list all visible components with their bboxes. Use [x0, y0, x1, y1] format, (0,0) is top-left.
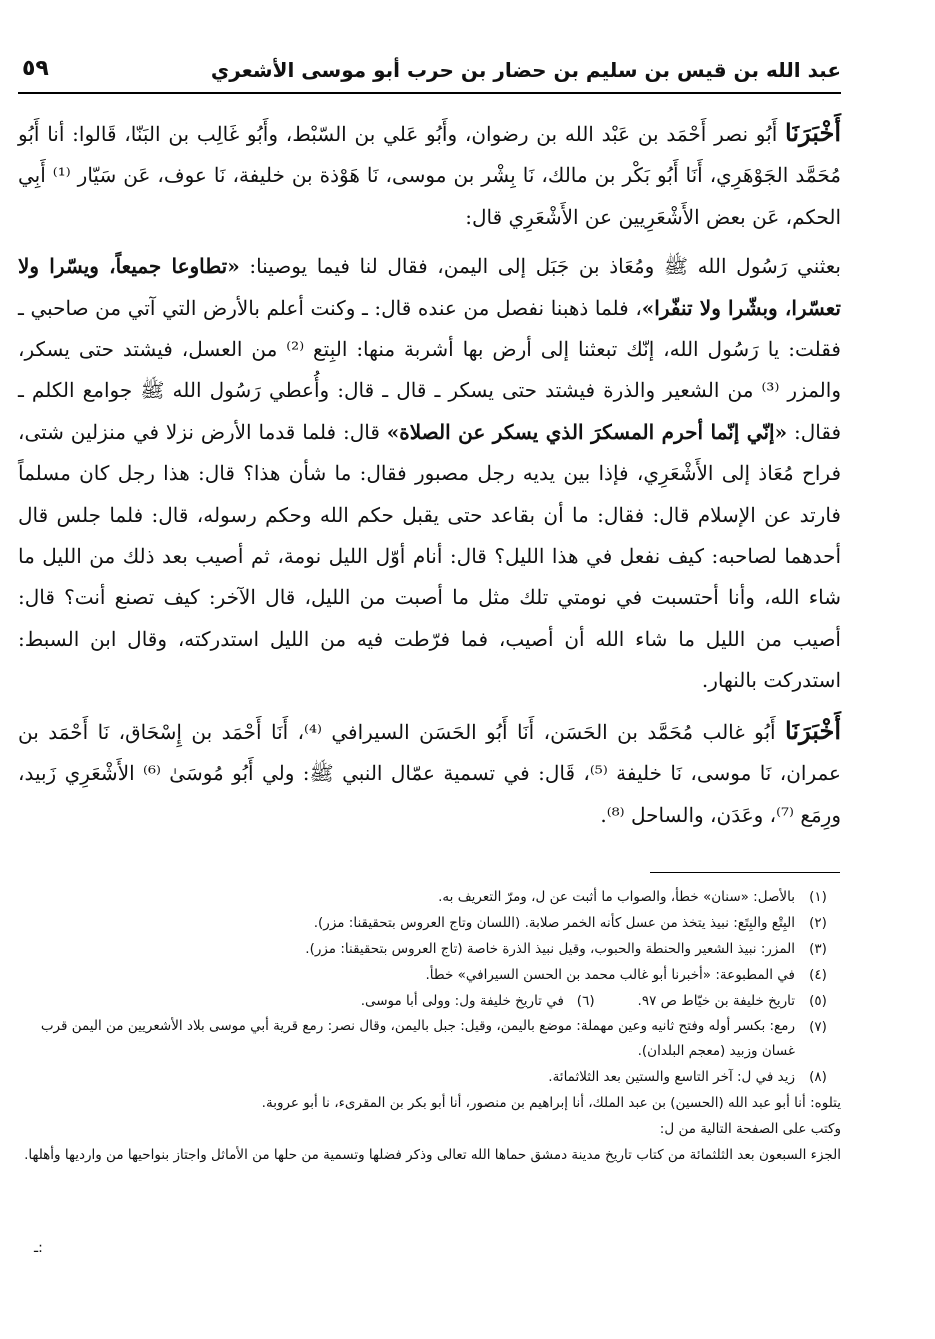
paragraph-3	[18, 710, 841, 836]
running-title: عبد الله بن قيس بن سليم بن حضار بن حرب أبو موسى الأشعري	[210, 58, 841, 82]
paragraph-2	[18, 246, 841, 701]
running-header	[18, 52, 841, 94]
footnote	[18, 962, 841, 988]
main-text	[18, 112, 841, 836]
footnote-text: البِتْع والبِتَع: نبيذ يتخذ من عسل كأنه الخمر صلابة. (اللسان وتاج العروس بتحقيقنا: مزر).	[313, 915, 795, 931]
footnote-number: (٢)	[809, 915, 827, 931]
colophon-line: الجزء السبعون بعد الثلثمائة من كتاب تاريخ مدينة دمشق حماها الله تعالى وذكر فضلها وتسمية من حلها من الأماثل واجتاز بنواحيها من وارديها وأهلها.	[24, 1147, 841, 1163]
footnote	[18, 988, 841, 1014]
colophon-line: وكتب على الصفحة التالية من ل:	[659, 1121, 841, 1137]
footnote	[18, 936, 841, 962]
footnote-text: تاريخ خليفة بن خيّاط ص ٩٧. (٦) في تاريخ خليفة ول: وولى أبا موسى.	[360, 993, 795, 1009]
colophon-line: يتلوه: أنا أبو عبد الله (الحسين) بن عبد الملك، أنا إبراهيم بن منصور، أنا أبو بكر بن المقرىء، نا أبو عروبة.	[261, 1095, 841, 1111]
footnote-number: (٧)	[809, 1019, 827, 1035]
footnote-number: (١)	[809, 889, 827, 905]
footnote	[18, 1014, 841, 1064]
hadith-quote: «إنّي إنّما أحرم المسكرَ الذي يسكر عن الصلاة»	[386, 419, 788, 444]
footnote-separator	[650, 872, 840, 873]
page-number: ٥٩	[22, 56, 49, 81]
hadith-quote: «تطاوعا جميعاً، ويسّرا ولا تعسّرا، وبشّرا ولا تنفّرا»	[18, 254, 841, 320]
paragraph-text: أَبُو نصر أَحْمَد بن عَبْد الله بن رضوان، وأَبُو عَلي بن السّبْط، وأَبُو غَالِب بن البَنّا، قَالوا: أنا أَبُو مُحَمَّد الجَوْهَرِي، أَنَا أَبُو بَكْر بن مالك، نَا بِشْر بن موسى، نَا هَوْذة بن خليفة، نَا عوف، عَن سَيّار ⁽¹⁾ أَبِي الحكم، عَن بعض الأَشْعَرِيين عن الأَشْعَرِي قال:	[18, 122, 841, 229]
corner-mark: ـ:	[34, 1240, 43, 1256]
paragraph-text: ، فلما ذهبنا نفصل من عنده قال: ـ وكنت أعلم بالأرض التي آتي من صاحبي ـ فقلت: يا رَسُول الله، إنّك تبعثنا إلى أرض بها أشربة منها: البِتع ⁽²⁾ من العسل، فيشتد حتى يسكر، والمزر ⁽³⁾ من الشعير والذرة فيشتد حتى يسكر ـ قال ـ قال: وأُعطي رَسُول الله ﷺ جوامع الكلم ـ فقال:	[18, 295, 841, 444]
footnote-number: (٥)	[809, 993, 827, 1009]
footnote-text: بالأصل: «سنان» خطأ، والصواب ما أثبت عن ل، ومرّ التعريف به.	[438, 889, 795, 905]
paragraph-text: قال: فلما قدما الأرض نزلا في منزلين شتى، فراح مُعَاذ إلى الأَشْعَرِي، فإذا بين يديه رجل مصبور فقال: ما شأن هذا؟ قال: هذا رجل كان مسلماً فارتد عن الإسلام قال: فقال: ما أن بقاعد حتى يقبل حكم الله وحكم رسوله، قال: فلما جلس قال أحدهما لصاحبه: كيف نفعل في هذا الليل؟ قال: أنام أوّل الليل نومة، ثم أصيب بعد ذلك من الليل ما شاء الله، وأنا أحتسبت في نومتي تلك مثل ما أصبت من الليل، قال الآخر: كيف تصنع أنت؟ قال: أصيب من الليل ما شاء الله أن أصيب، فما فرّطت فيه من الليل استدركته، وقال ابن السبط: استدركت بالنهار.	[18, 419, 841, 693]
footnotes	[18, 884, 841, 1168]
colophon-note	[18, 1090, 841, 1168]
footnote	[18, 884, 841, 910]
footnote-text: رمع: بكسر أوله وفتح ثانيه وعين مهملة: موضع باليمن، وقيل: جبل باليمن، وقال نصر: رمع قرية أبي موسى بلاد الأشعريين من اليمن قرب غسان وزبيد (معجم البلدان).	[40, 1018, 795, 1059]
footnote-text: في المطبوعة: «أخبرنا أبو غالب محمد بن الحسن السيرافي» خطأ.	[425, 967, 795, 983]
footnote-text: زيد في ل: آخر التاسع والستين بعد الثلاثمائة.	[548, 1069, 795, 1085]
footnote	[18, 1064, 841, 1090]
footnote-text: المزر: نبيذ الشعير والحنطة والحبوب، وقيل نبيذ الذرة خاصة (تاج العروس بتحقيقنا: مزر).	[305, 941, 795, 957]
paragraph-text: أَبُو غالب مُحَمَّد بن الحَسَن، أَنَا أَبُو الحَسَن السيرافي ⁽⁴⁾، أَنَا أَحْمَد بن إِسْحَاق، نَا أَحْمَد بن عمران، نَا موسى، نَا خليفة ⁽⁵⁾، قَال: في تسمية عمّال النبي ﷺ: ولي أَبُو مُوسَىٰ ⁽⁶⁾ الأَشْعَرِي زَبيد، ورِمَع ⁽⁷⁾، وعَدَن، والساحل ⁽⁸⁾.	[18, 719, 841, 827]
footnote-number: (٣)	[809, 941, 827, 957]
paragraph-1	[18, 112, 841, 238]
footnote	[18, 910, 841, 936]
lead-word: أَخْبَرَنَا	[785, 118, 841, 147]
lead-word: أَخْبَرَنَا	[785, 715, 841, 745]
footnote-number: (٤)	[809, 967, 827, 983]
footnote-number: (٨)	[809, 1069, 827, 1085]
paragraph-text: بعثني رَسُول الله ﷺ ومُعَاذ بن جَبَل إلى اليمن، فقال لنا فيما يوصينا:	[239, 254, 841, 279]
